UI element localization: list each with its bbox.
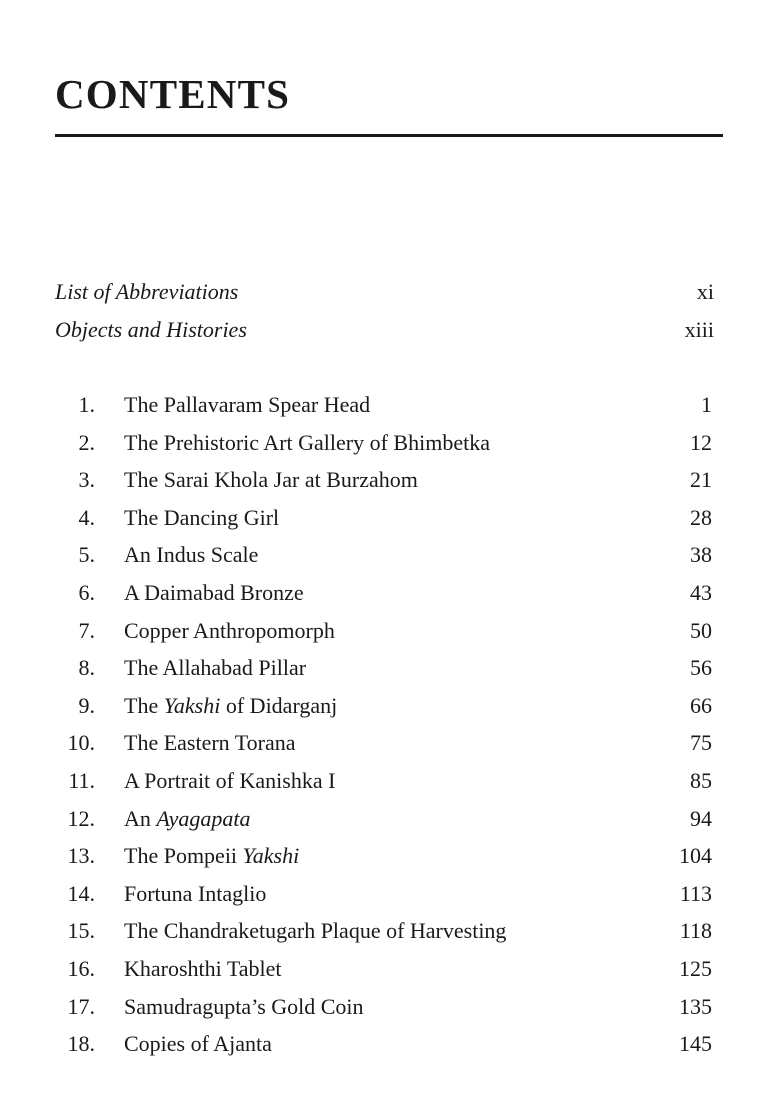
- entry-title: List of Abbreviations: [55, 279, 239, 304]
- toc-entry-abbreviations[interactable]: [55, 273, 714, 311]
- chapter-title: [124, 875, 266, 913]
- toc-entry[interactable]: [0, 687, 780, 725]
- chapter-number: 17.: [67, 993, 95, 1019]
- chapter-page: 104: [679, 843, 712, 869]
- chapter-number: 10.: [67, 730, 95, 756]
- title-text: The Sarai Khola Jar at Burzahom: [124, 467, 418, 493]
- title-text: The Prehistoric Art Gallery of Bhimbetka: [124, 429, 490, 455]
- toc-entry[interactable]: [0, 724, 780, 762]
- chapter-number: 1.: [78, 392, 95, 417]
- chapter-page: 94: [690, 805, 712, 831]
- toc-entry[interactable]: [0, 950, 780, 988]
- heading-rule: [55, 134, 723, 137]
- chapter-page: 28: [690, 504, 712, 530]
- toc-entry[interactable]: [0, 988, 780, 1026]
- title-text-suffix: of Didarganj: [220, 692, 338, 718]
- entry-page: xi: [696, 279, 714, 304]
- chapter-title: [124, 461, 418, 499]
- chapter-number: 5.: [78, 542, 95, 568]
- chapter-title: [124, 499, 279, 537]
- title-text: The Chandraketugarh Plaque of Harvesting: [124, 918, 507, 944]
- chapter-number: 9.: [78, 692, 95, 718]
- toc-entry[interactable]: [0, 912, 780, 950]
- toc-entry[interactable]: [0, 875, 780, 913]
- toc-entry[interactable]: [0, 574, 780, 612]
- title-text: An: [124, 805, 157, 831]
- chapter-title: [124, 1025, 272, 1063]
- title-text: Kharoshthi Tablet: [124, 955, 282, 981]
- title-text: The Eastern Torana: [124, 730, 296, 756]
- title-text: An Indus Scale: [124, 542, 259, 568]
- title-text: Copies of Ajanta: [124, 1031, 272, 1057]
- toc-entry[interactable]: [0, 499, 780, 537]
- chapter-page: 66: [690, 692, 712, 718]
- toc-entry-objects-and-histories[interactable]: [55, 311, 714, 349]
- title-text: A Portrait of Kanishka I: [124, 767, 336, 793]
- chapter-number: 16.: [67, 955, 95, 981]
- chapter-number: 12.: [67, 805, 95, 831]
- title-text: Copper Anthropomorph: [124, 617, 335, 643]
- chapter-title: [124, 950, 282, 988]
- chapter-page: 113: [679, 880, 712, 906]
- chapter-title: [124, 800, 251, 838]
- chapter-title: [124, 649, 306, 687]
- chapter-title: [124, 724, 296, 762]
- chapter-title: [124, 837, 299, 875]
- chapter-title: [124, 988, 364, 1026]
- title-text: The: [124, 692, 164, 718]
- toc-entry[interactable]: [0, 612, 780, 650]
- toc-entry[interactable]: [0, 1025, 780, 1063]
- toc-entry[interactable]: [0, 837, 780, 875]
- chapter-page: 135: [679, 993, 712, 1019]
- chapter-page: 118: [679, 918, 712, 944]
- chapter-number: 7.: [78, 617, 95, 643]
- chapter-number: 4.: [78, 504, 95, 530]
- chapter-page: 1: [701, 392, 712, 417]
- chapter-page: 12: [690, 429, 712, 455]
- chapter-title: [124, 912, 506, 950]
- toc-entry[interactable]: [0, 800, 780, 838]
- chapter-page: 85: [690, 767, 712, 793]
- chapter-number: 2.: [78, 429, 95, 455]
- title-text: The Dancing Girl: [124, 504, 280, 530]
- chapter-title: [124, 424, 490, 462]
- chapter-number: 18.: [67, 1031, 95, 1057]
- chapter-title: [124, 386, 370, 424]
- title-text: The Pallavaram Spear Head: [124, 392, 371, 417]
- chapter-page: 56: [690, 655, 712, 681]
- chapter-number: 15.: [67, 918, 95, 944]
- title-italic: Ayagapata: [156, 805, 251, 831]
- chapter-title: [124, 536, 258, 574]
- chapter-title: [124, 574, 304, 612]
- chapter-title: [124, 687, 337, 725]
- chapter-page: 145: [679, 1031, 712, 1057]
- title-text: The Allahabad Pillar: [124, 655, 307, 681]
- title-text: Samudragupta’s Gold Coin: [124, 993, 364, 1019]
- toc-entry[interactable]: [0, 461, 780, 499]
- chapter-number: 6.: [78, 579, 95, 605]
- title-text: Fortuna Intaglio: [124, 880, 267, 906]
- entry-title: Objects and Histories: [55, 317, 247, 342]
- toc-entry[interactable]: [0, 649, 780, 687]
- page-title: CONTENTS: [55, 71, 291, 117]
- chapter-list: [0, 386, 780, 1063]
- title-text: A Daimabad Bronze: [124, 579, 304, 605]
- chapter-page: 125: [679, 955, 712, 981]
- title-italic: Yakshi: [163, 692, 221, 718]
- title-italic: Yakshi: [242, 843, 300, 869]
- chapter-number: 13.: [67, 843, 95, 869]
- chapter-page: 38: [690, 542, 712, 568]
- chapter-page: 21: [690, 467, 712, 493]
- toc-entry[interactable]: [0, 762, 780, 800]
- chapter-page: 75: [690, 730, 712, 756]
- chapter-number: 8.: [78, 655, 95, 681]
- toc-entry[interactable]: [0, 424, 780, 462]
- title-text: The Pompeii: [124, 843, 243, 869]
- chapter-page: 43: [690, 579, 712, 605]
- chapter-number: 11.: [68, 767, 95, 793]
- chapter-number: 14.: [67, 880, 95, 906]
- entry-page: xiii: [684, 317, 714, 342]
- toc-entry[interactable]: [0, 536, 780, 574]
- chapter-number: 3.: [78, 467, 95, 493]
- chapter-title: [124, 762, 335, 800]
- toc-entry[interactable]: [0, 386, 780, 424]
- chapter-title: [124, 612, 335, 650]
- chapter-page: 50: [690, 617, 712, 643]
